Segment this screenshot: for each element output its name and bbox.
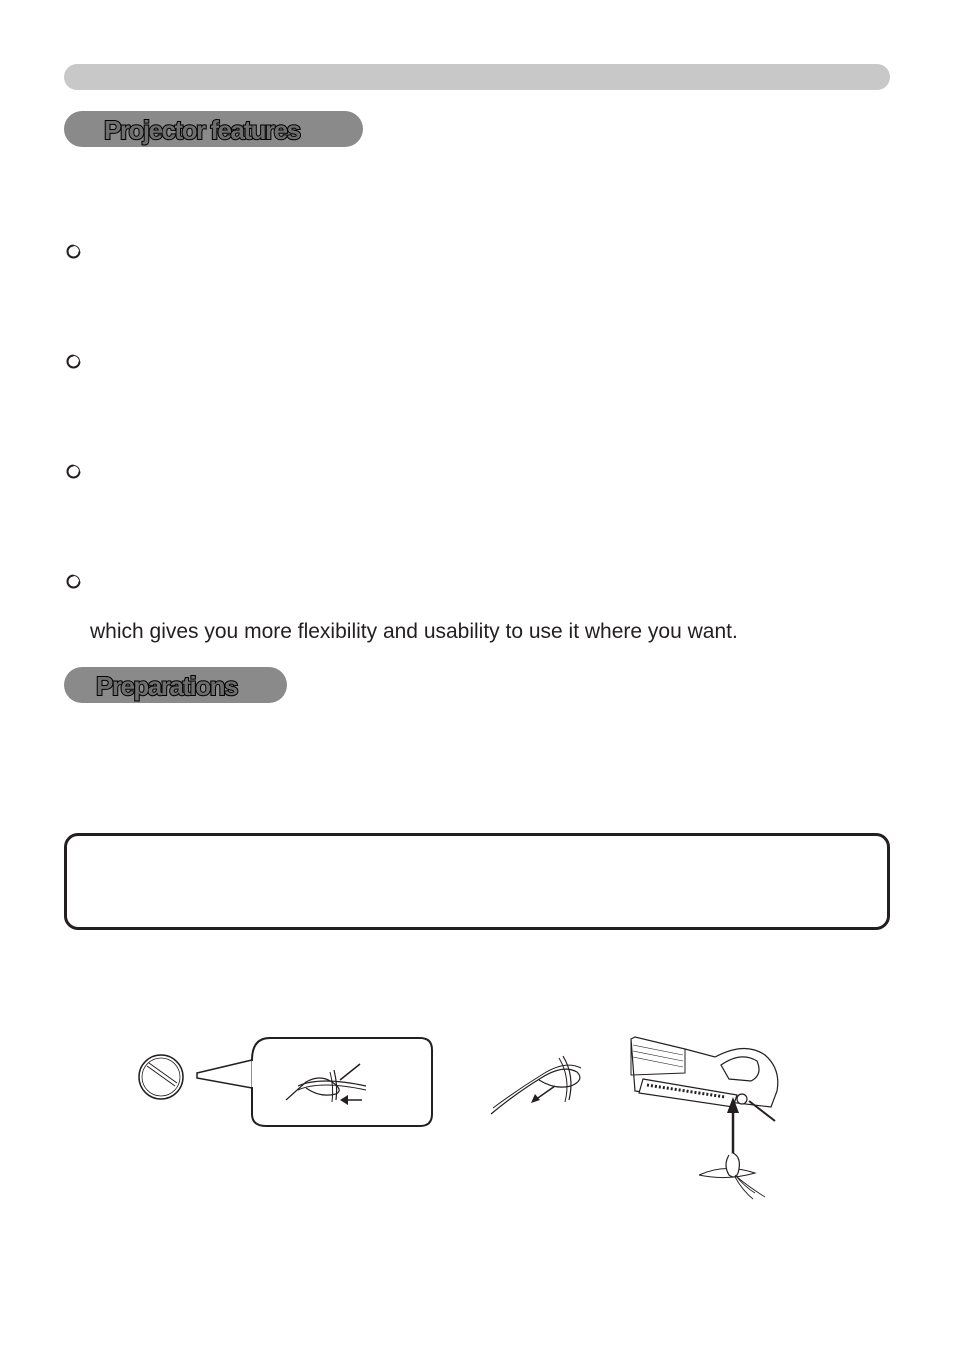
section-header-projector-features	[64, 111, 363, 147]
section-title: Preparations	[96, 671, 237, 701]
circle-bullet-icon	[66, 244, 81, 259]
strap-loop-icon	[485, 1050, 595, 1125]
section-title: Projector features	[104, 115, 300, 145]
projector-strap-hole-icon	[625, 1035, 785, 1210]
circle-bullet-icon	[66, 464, 81, 479]
feature-text-line: which gives you more flexibility and usability to use it where you want.	[90, 620, 738, 643]
circle-bullet-icon	[66, 574, 81, 589]
header-bar	[64, 64, 890, 90]
section-header-preparations	[64, 667, 287, 703]
notice-box	[64, 833, 890, 930]
circle-bullet-icon	[66, 354, 81, 369]
lens-cap-icon	[130, 1030, 440, 1140]
